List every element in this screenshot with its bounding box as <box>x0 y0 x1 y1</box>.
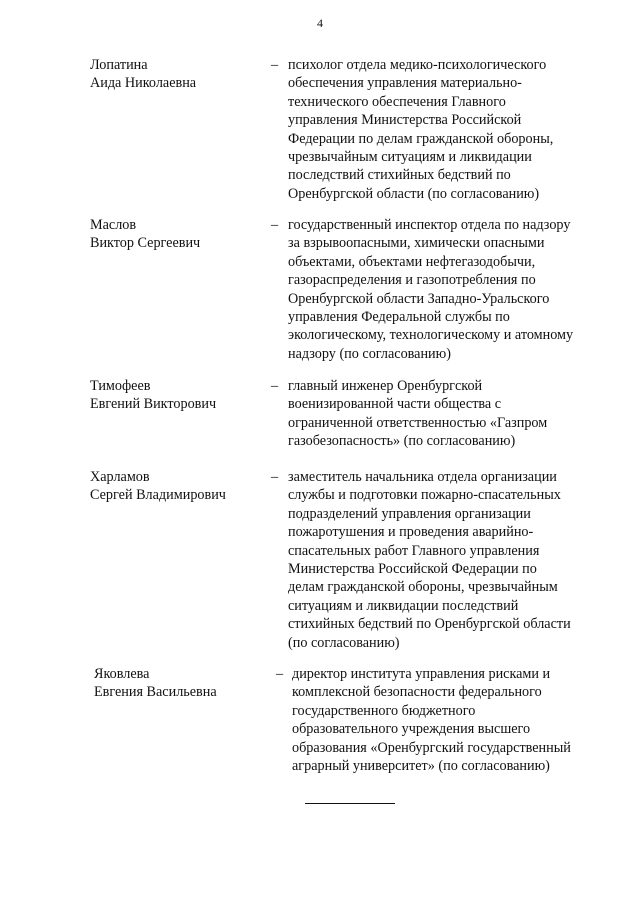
member-name <box>94 665 274 702</box>
position-line: Министерства Российской Федерации по <box>288 561 537 578</box>
member-surname: Яковлева <box>94 666 150 682</box>
member-given-names: Евгения Васильевна <box>94 684 217 701</box>
position-line: Оренбургской области Западно-Уральского <box>288 290 550 307</box>
member-name <box>90 216 270 253</box>
member-surname: Маслов <box>90 217 137 233</box>
position-line: управления Министерства Российской <box>288 112 522 129</box>
position-line: образования «Оренбургский государственный <box>292 739 571 756</box>
member-position <box>288 468 608 652</box>
member-position <box>292 665 612 775</box>
member-name <box>90 468 270 505</box>
position-line: обеспечения управления материально- <box>288 75 522 92</box>
position-line: аграрный университет» (по согласованию) <box>292 758 550 775</box>
member-given-names: Евгений Викторович <box>90 396 217 413</box>
separator-dash: – <box>276 666 284 682</box>
position-line: государственного бюджетного <box>292 702 476 719</box>
member-surname: Харламов <box>90 469 150 485</box>
member-name <box>90 377 270 414</box>
member-name <box>90 56 270 93</box>
page-number: 4 <box>317 16 323 30</box>
member-position <box>288 377 608 451</box>
position-line: подразделений управления организации <box>288 505 531 522</box>
position-line: (по согласованию) <box>288 634 400 651</box>
position-line: образовательного учреждения высшего <box>292 721 531 738</box>
position-line: Федерации по делам гражданской обороны, <box>288 130 554 147</box>
position-line: заместитель начальника отдела организации <box>288 469 557 485</box>
separator-dash: – <box>271 378 279 394</box>
position-line: военизированной части общества с <box>288 396 502 413</box>
position-line: комплексной безопасности федерального <box>292 684 542 701</box>
position-line: пожаротушения и проведения аварийно- <box>288 524 534 541</box>
member-given-names: Аида Николаевна <box>90 75 197 92</box>
position-line: газобезопасность» (по согласованию) <box>288 433 516 450</box>
member-given-names: Виктор Сергеевич <box>90 235 201 252</box>
position-line: за взрывоопасными, химически опасными <box>288 235 545 252</box>
position-line: надзору (по согласованию) <box>288 345 451 362</box>
position-line: последствий стихийных бедствий по <box>288 167 511 184</box>
position-line: делам гражданской обороны, чрезвычайным <box>288 579 558 596</box>
position-line: главный инженер Оренбургской <box>288 378 483 394</box>
member-position <box>288 56 608 203</box>
position-line: Оренбургской области (по согласованию) <box>288 185 540 202</box>
position-line: объектами, объектами нефтегазодобычи, <box>288 253 536 270</box>
position-line: ситуациям и ликвидации последствий <box>288 597 519 614</box>
closing-rule <box>305 803 395 804</box>
member-given-names: Сергей Владимирович <box>90 487 226 504</box>
position-line: экологическому, технологическому и атомному <box>288 327 574 344</box>
position-line: управления Федеральной службы по <box>288 309 510 326</box>
position-line: чрезвычайным ситуациям и ликвидации <box>288 149 532 166</box>
position-line: службы и подготовки пожарно-спасательных <box>288 487 561 504</box>
position-line: стихийных бедствий по Оренбургской области <box>288 616 571 633</box>
member-surname: Тимофеев <box>90 378 151 394</box>
position-line: ограниченной ответственностью «Газпром <box>288 414 548 431</box>
separator-dash: – <box>271 217 279 233</box>
member-position <box>288 216 608 363</box>
separator-dash: – <box>271 57 279 73</box>
position-line: спасательных работ Главного управления <box>288 542 540 559</box>
position-line: директор института управления рисками и <box>292 666 551 682</box>
position-line: газораспределения и газопотребления по <box>288 272 536 289</box>
position-line: государственный инспектор отдела по надзору <box>288 217 571 233</box>
separator-dash: – <box>271 469 279 485</box>
position-line: технического обеспечения Главного <box>288 93 506 110</box>
position-line: психолог отдела медико-психологического <box>288 57 547 73</box>
member-surname: Лопатина <box>90 57 148 73</box>
